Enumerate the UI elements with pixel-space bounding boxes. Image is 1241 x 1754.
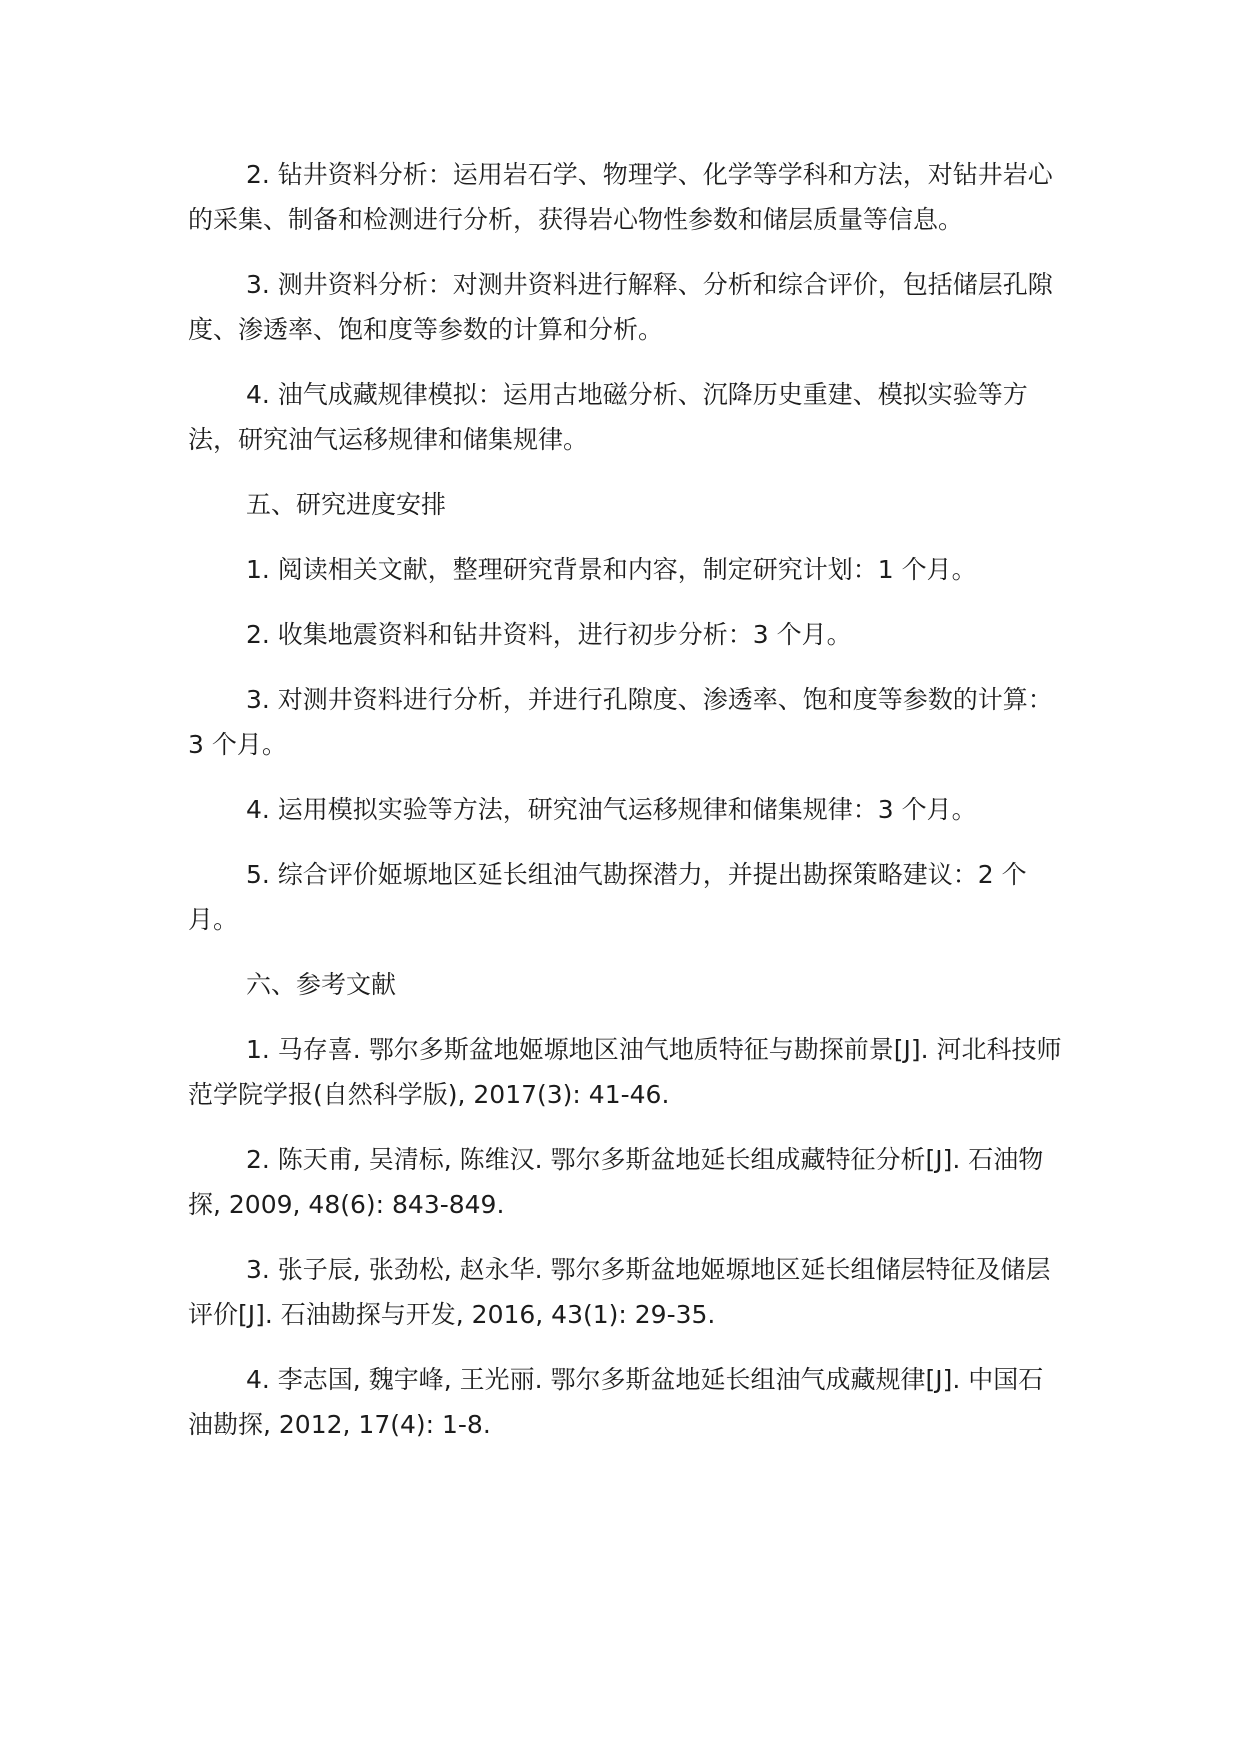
schedule-item: 5. 综合评价姬塬地区延长组油气勘探潜力，并提出勘探策略建议：2 个月。	[188, 860, 1027, 934]
section-heading-references: 六、参考文献	[246, 970, 397, 999]
method-item-simulation: 4. 油气成藏规律模拟：运用古地磁分析、沉降历史重建、模拟实验等方法，研究油气运移规律和储集规律。	[188, 380, 1028, 454]
method-item-logging: 3. 测井资料分析：对测井资料进行解释、分析和综合评价，包括储层孔隙度、渗透率、饱和度等参数的计算和分析。	[188, 270, 1053, 344]
reference-item: 3. 张子辰, 张劲松, 赵永华. 鄂尔多斯盆地姬塬地区延长组储层特征及储层评价[J]. 石油勘探与开发, 2016, 43(1): 29-35.	[188, 1255, 1051, 1329]
reference-item: 1. 马存喜. 鄂尔多斯盆地姬塬地区油气地质特征与勘探前景[J]. 河北科技师范学院学报(自然科学版), 2017(3): 41-46.	[188, 1035, 1062, 1109]
schedule-item: 2. 收集地震资料和钻井资料，进行初步分析：3 个月。	[246, 620, 852, 649]
schedule-item: 1. 阅读相关文献，整理研究背景和内容，制定研究计划：1 个月。	[246, 555, 977, 584]
schedule-item: 4. 运用模拟实验等方法，研究油气运移规律和储集规律：3 个月。	[246, 795, 977, 824]
method-item-drilling: 2. 钻井资料分析：运用岩石学、物理学、化学等学科和方法，对钻井岩心的采集、制备和检测进行分析，获得岩心物性参数和储层质量等信息。	[188, 160, 1053, 234]
schedule-item: 3. 对测井资料进行分析，并进行孔隙度、渗透率、饱和度等参数的计算：3 个月。	[188, 685, 1053, 759]
reference-item: 2. 陈天甫, 吴清标, 陈维汉. 鄂尔多斯盆地延长组成藏特征分析[J]. 石油物探, 2009, 48(6): 843-849.	[188, 1145, 1044, 1219]
document-body	[188, 152, 1063, 1467]
reference-item: 4. 李志国, 魏宇峰, 王光丽. 鄂尔多斯盆地延长组油气成藏规律[J]. 中国石油勘探, 2012, 17(4): 1-8.	[188, 1365, 1044, 1439]
section-heading-schedule: 五、研究进度安排	[246, 490, 447, 519]
